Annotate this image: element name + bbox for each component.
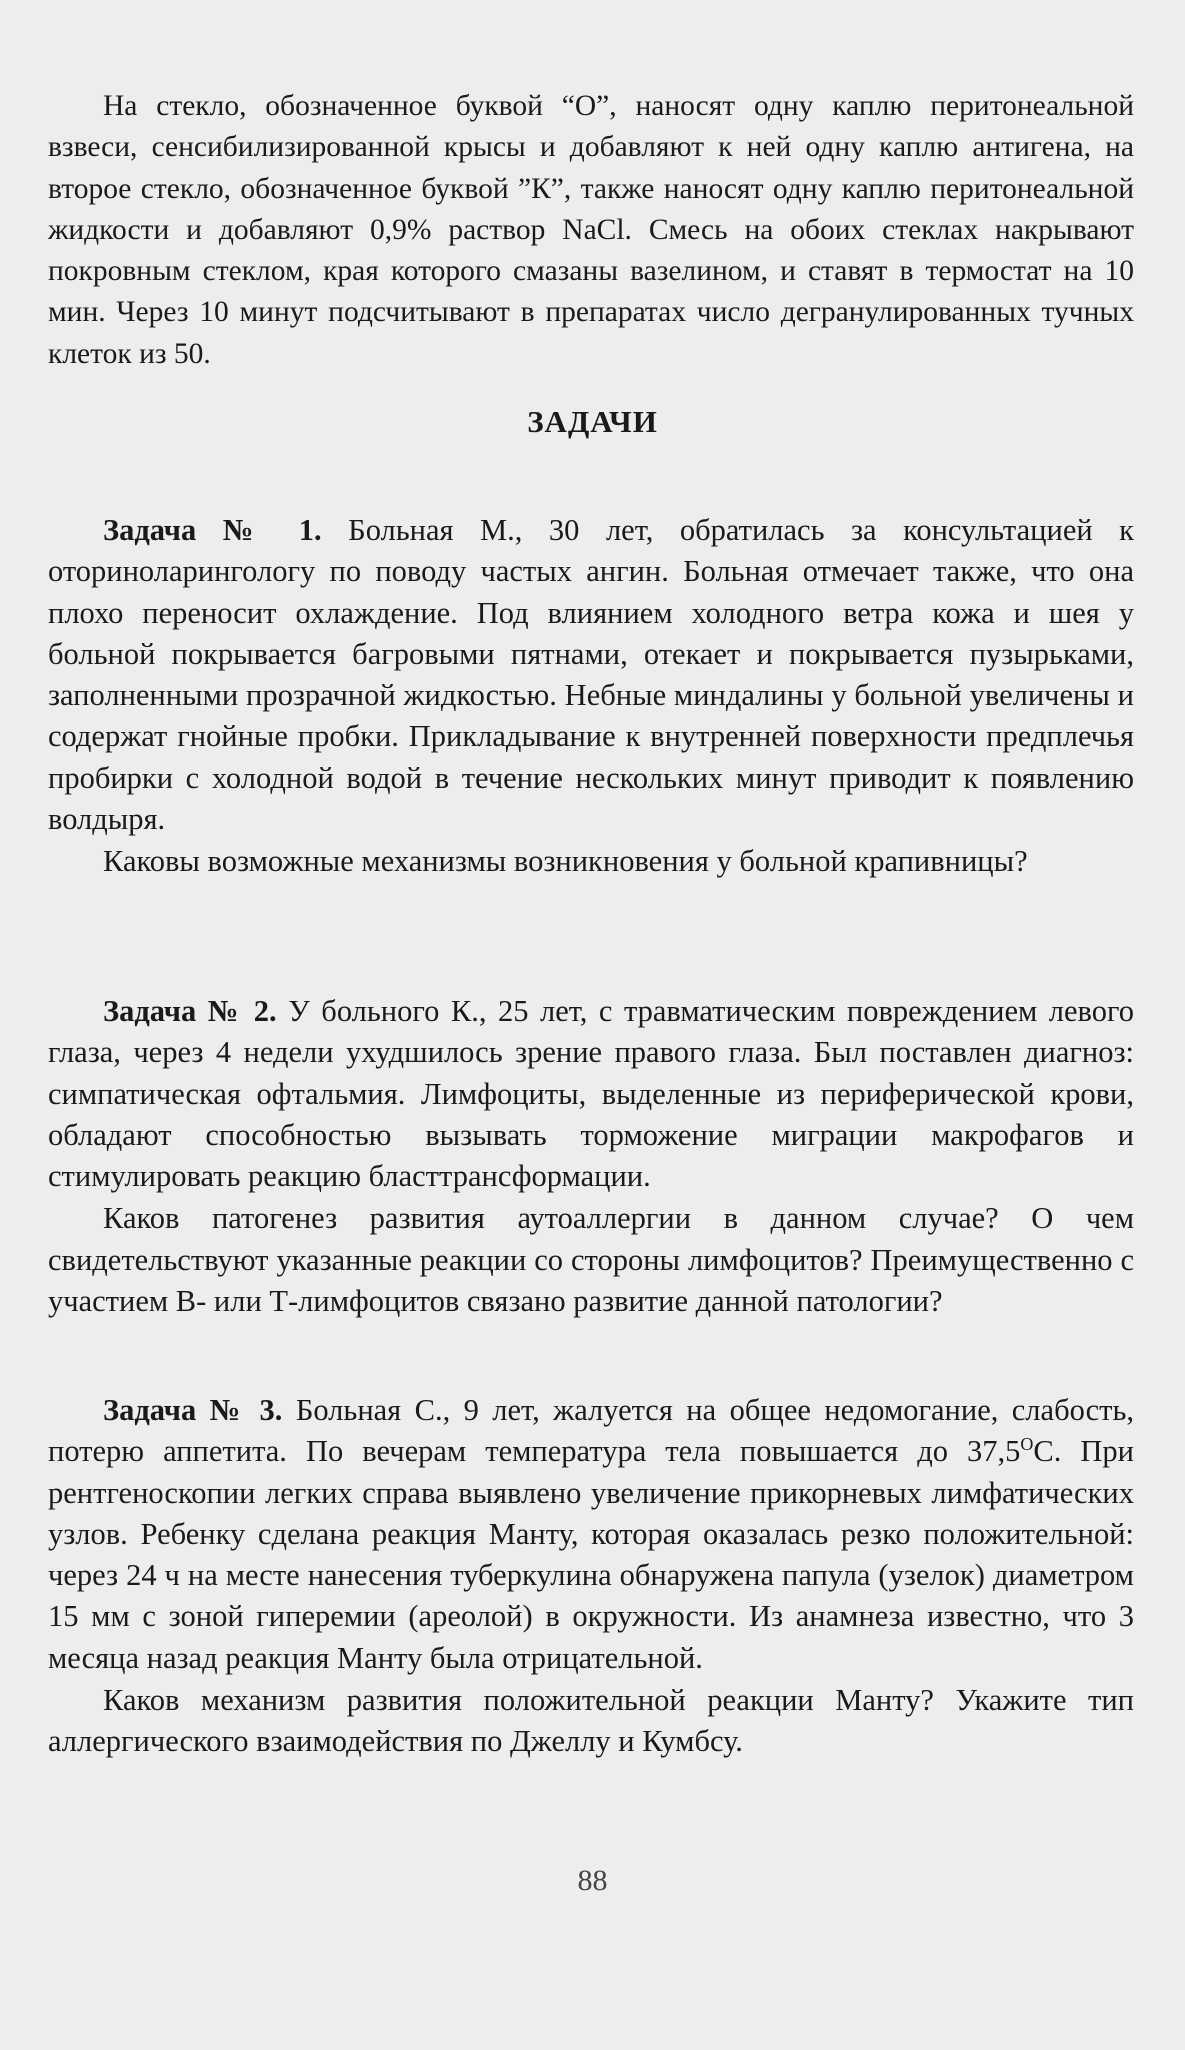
task-1-paragraph <box>48 510 1134 840</box>
task-3-paragraph <box>48 1390 1134 1679</box>
task-1 <box>48 510 1134 883</box>
task-3-label: Задача № 3. <box>103 1393 283 1427</box>
task-1-question: Каковы возможные механизмы возникновения у больной крапивницы? <box>103 844 1028 879</box>
task-2-label: Задача № 2. <box>103 994 277 1028</box>
task-3-body-end: С. При рентгеноскопии легких справа выявлено увеличение прикорневых лимфатических узлов. Ребенку сделана реакция Манту, которая оказалась резко положительной: через 24 ч на месте нанесения туберкулина обнаружена папула (узелок) диаметром 15 мм с зоной гиперемии (ареолой) в окружности. Из анамнеза известно, что 3 месяца назад реакция Манту была отрицательной. <box>48 1434 1134 1675</box>
task-3 <box>48 1390 1134 1763</box>
task-1-label: Задача № 1. <box>103 513 322 547</box>
intro-section <box>48 86 1134 375</box>
task-2-paragraph <box>48 991 1134 1197</box>
page-number: 88 <box>577 1864 608 1897</box>
task-2-body: У больного К., 25 лет, с травматическим повреждением левого глаза, через 4 недели ухудшилось зрение правого глаза. Был поставлен диагноз: симпатическая офтальмия. Лимфоциты, выделенные из периферической крови, обладают способностью вызывать торможение миграции макрофагов и стимулировать реакцию бласттрансформации. <box>48 994 1135 1194</box>
degree-superscript: О <box>1020 1434 1034 1455</box>
section-heading: ЗАДАЧИ <box>527 404 658 439</box>
task-2 <box>48 991 1134 1322</box>
task-2-question: Каков патогенез развития аутоаллергии в данном случае? О чем свидетельствуют указанные реакции со стороны лимфоцитов? Преимущественно с участием В- или Т-лимфоцитов связано развитие данной патологии? <box>48 1201 1134 1319</box>
task-1-body: Больная М., 30 лет, обратилась за консультацией к оториноларингологу по поводу частых ангин. Больная отмечает также, что она плохо переносит охлаждение. Под влиянием холодного ветра кожа и шея у больной покрывается багровыми пятнами, отекает и покрывается пузырьками, заполненными прозрачной жидкостью. Небные миндалины у больной увеличены и содержат гнойные пробки. Прикладывание к внутренней поверхности предплечья пробирки с холодной водой в течение нескольких минут приводит к появлению волдыря. <box>48 513 1134 837</box>
task-3-body-start: Больная С., 9 лет, жалуется на общее недомогание, слабость, потерю аппетита. По вечерам температура тела повышается до 37,5 <box>48 1393 1134 1469</box>
task-3-question: Каков механизм развития положительной реакции Манту? Укажите тип аллергического взаимодействия по Джеллу и Кумбсу. <box>48 1683 1134 1759</box>
intro-paragraph: На стекло, обозначенное буквой “О”, наносят одну каплю перитонеальной взвеси, сенсибилизированной крысы и добавляют к ней одну каплю антигена, на второе стекло, обозначенное буквой ”К”, также наносят одну каплю перитонеальной жидкости и добавляют 0,9% раствор NaCl. Смесь на обоих стеклах накрывают покровным стеклом, края которого смазаны вазелином, и ставят в термостат на 10 мин. Через 10 минут подсчитывают в препаратах число дегранулированных тучных клеток из 50. <box>48 90 1134 370</box>
